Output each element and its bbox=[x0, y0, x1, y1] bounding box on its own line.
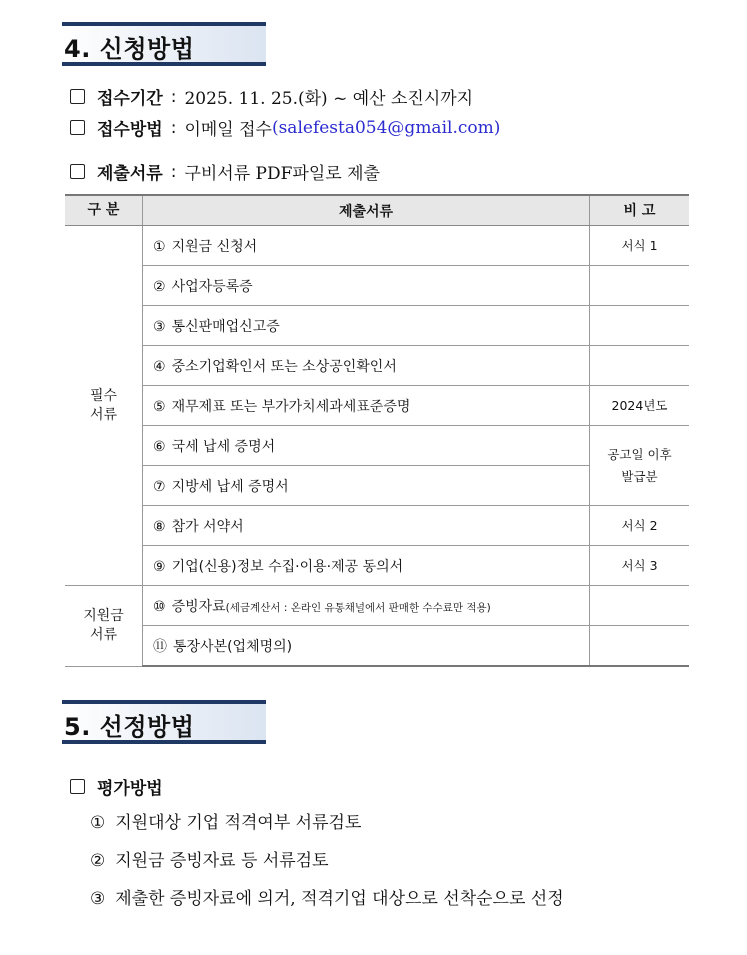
row-text: 참가 서약서 bbox=[171, 518, 244, 535]
docs-label: 제출서류 bbox=[97, 164, 163, 184]
eval-text: 제출한 증빙자료에 의거, 적격기업 대상으로 선착순으로 선정 bbox=[115, 889, 564, 909]
row-num: ② bbox=[153, 278, 166, 295]
group-required-line1: 필수 bbox=[89, 387, 118, 404]
row-doc bbox=[143, 626, 590, 667]
row-text: 통장사본(업체명의) bbox=[173, 638, 293, 655]
row-note: 서식 2 bbox=[590, 506, 690, 546]
row-num: ⑥ bbox=[153, 438, 166, 455]
row-doc bbox=[143, 466, 590, 506]
period-label: 접수기간 bbox=[97, 89, 163, 109]
row-note: 서식 1 bbox=[590, 226, 690, 266]
merged-note bbox=[590, 426, 690, 506]
table-row bbox=[65, 426, 689, 466]
group-required bbox=[65, 226, 143, 586]
row-subnote: (세금계산서 : 온라인 유통채널에서 판매한 수수료만 적용) bbox=[225, 601, 491, 614]
docs-sep: : bbox=[170, 161, 177, 182]
row-text: 지방세 납세 증명서 bbox=[171, 478, 289, 495]
method-label: 접수방법 bbox=[97, 120, 163, 140]
merged-note-line1: 공고일 이후 bbox=[607, 446, 672, 462]
row-text: 사업자등록증 bbox=[171, 278, 253, 295]
row-doc bbox=[143, 546, 590, 586]
eval-label: 평가방법 bbox=[97, 779, 163, 799]
table-row bbox=[65, 506, 689, 546]
row-text: 재무제표 또는 부가가치세과세표준증명 bbox=[171, 398, 411, 415]
section-5-title: 5. 선정방법 bbox=[64, 713, 195, 741]
docs-value: 구비서류 PDF파일로 제출 bbox=[184, 164, 380, 184]
eval-num: ① bbox=[90, 813, 106, 833]
table-row bbox=[65, 386, 689, 426]
period-line bbox=[70, 84, 473, 109]
method-sep: : bbox=[170, 117, 177, 138]
table-row bbox=[65, 586, 689, 626]
row-num: ① bbox=[153, 238, 166, 255]
row-text: 지원금 신청서 bbox=[171, 238, 258, 255]
group-support-line2: 서류 bbox=[89, 626, 118, 643]
eval-text: 지원금 증빙자료 등 서류검토 bbox=[115, 851, 329, 871]
eval-item bbox=[90, 808, 361, 833]
eval-item bbox=[90, 884, 564, 909]
row-doc bbox=[143, 426, 590, 466]
eval-heading bbox=[70, 774, 163, 799]
row-text: 국세 납세 증명서 bbox=[171, 438, 276, 455]
row-num: ⑨ bbox=[153, 558, 166, 575]
row-doc bbox=[143, 266, 590, 306]
row-note bbox=[590, 586, 690, 626]
row-note: 서식 3 bbox=[590, 546, 690, 586]
email-link[interactable]: (salefesta054@gmail.com) bbox=[271, 117, 501, 138]
table-row bbox=[65, 226, 689, 266]
table-row bbox=[65, 626, 689, 667]
eval-num: ② bbox=[90, 851, 106, 871]
docs-line bbox=[70, 159, 380, 184]
row-doc bbox=[143, 506, 590, 546]
method-line bbox=[70, 115, 500, 140]
group-required-line2: 서류 bbox=[89, 406, 118, 423]
row-text: 기업(신용)정보 수집·이용·제공 동의서 bbox=[171, 558, 404, 575]
eval-item bbox=[90, 846, 329, 871]
method-value: 이메일 접수 bbox=[184, 120, 272, 140]
row-text: 증빙자료 bbox=[171, 598, 226, 615]
table-row bbox=[65, 266, 689, 306]
group-support bbox=[65, 586, 143, 667]
row-note: 2024년도 bbox=[590, 386, 690, 426]
row-note bbox=[590, 266, 690, 306]
table-row bbox=[65, 546, 689, 586]
eval-num: ③ bbox=[90, 889, 106, 909]
row-doc bbox=[143, 306, 590, 346]
checkbox-square-icon bbox=[70, 779, 85, 794]
row-note bbox=[590, 626, 690, 667]
table-header-row bbox=[65, 195, 689, 226]
header-documents: 제출서류 bbox=[143, 195, 590, 226]
header-note: 비 고 bbox=[590, 195, 690, 226]
row-note bbox=[590, 346, 690, 386]
checkbox-square-icon bbox=[70, 120, 85, 135]
row-num: ⑦ bbox=[153, 478, 166, 495]
section-4-title: 4. 신청방법 bbox=[64, 35, 195, 63]
merged-note-line2: 발급분 bbox=[621, 468, 658, 484]
row-text: 중소기업확인서 또는 소상공인확인서 bbox=[171, 358, 397, 375]
section-4-heading bbox=[62, 22, 266, 66]
documents-table bbox=[65, 194, 689, 667]
row-num: ④ bbox=[153, 358, 166, 375]
row-num: ⑪ bbox=[153, 638, 167, 655]
group-support-line1: 지원금 bbox=[83, 607, 124, 624]
row-num: ⑤ bbox=[153, 398, 166, 415]
row-num: ⑧ bbox=[153, 518, 166, 535]
row-num: ③ bbox=[153, 318, 166, 335]
eval-text: 지원대상 기업 적격여부 서류검토 bbox=[115, 813, 362, 833]
period-value: 2025. 11. 25.(화) ~ 예산 소진시까지 bbox=[184, 89, 474, 109]
row-text: 통신판매업신고증 bbox=[171, 318, 280, 335]
header-category: 구 분 bbox=[65, 195, 143, 226]
row-doc bbox=[143, 586, 590, 626]
table-row bbox=[65, 346, 689, 386]
row-note bbox=[590, 306, 690, 346]
section-5-heading bbox=[62, 700, 266, 744]
row-doc bbox=[143, 346, 590, 386]
checkbox-square-icon bbox=[70, 164, 85, 179]
row-doc bbox=[143, 226, 590, 266]
table-row bbox=[65, 306, 689, 346]
row-num: ⑩ bbox=[153, 598, 166, 615]
row-doc bbox=[143, 386, 590, 426]
checkbox-square-icon bbox=[70, 89, 85, 104]
period-sep: : bbox=[170, 86, 177, 107]
